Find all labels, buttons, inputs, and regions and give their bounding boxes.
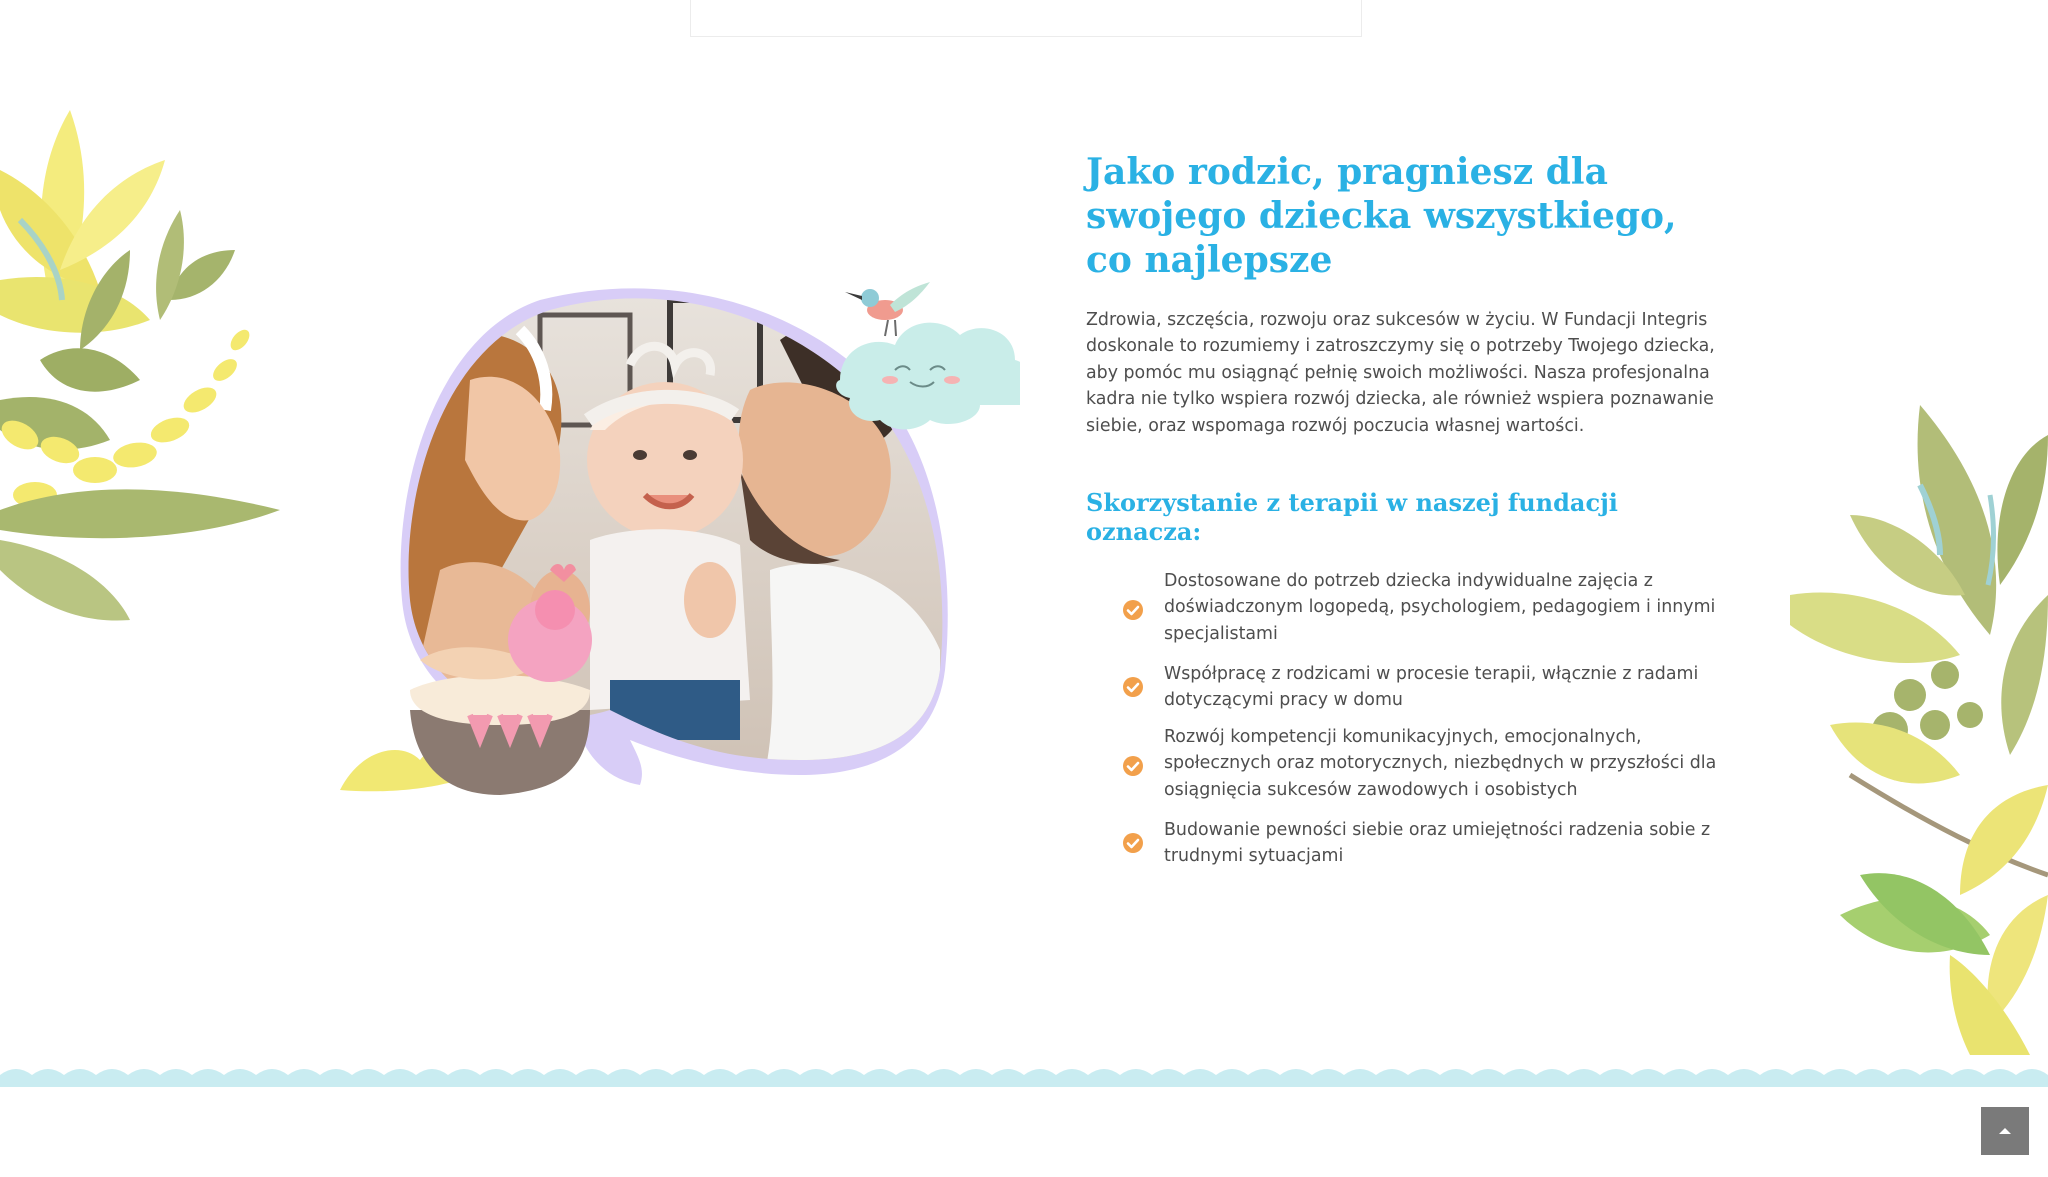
benefit-text: Dostosowane do potrzeb dziecka indywidualne zajęcia z doświadczonym logopedą, psychologiem, pedagogiem i innymi specjalistami [1164, 571, 1716, 644]
benefit-text: Współpracę z rodzicami w procesie terapii, włącznie z radami dotyczącymi pracy w domu [1164, 664, 1699, 711]
top-content-box [690, 0, 1362, 37]
intro-paragraph: Zdrowia, szczęścia, rozwoju oraz sukcesów w życiu. W Fundacji Integris doskonale to rozumiemy i zatroszczymy się o potrzeby Twojego dziecka, aby pomóc mu osiągnąć pełnię swoich możliwości. Nasza profesjonalna kadra nie tylko wspiera rozwój dziecka, ale również wspiera poznawanie siebie, oraz wspomaga rozwój poczucia własnej wartości. [1086, 310, 1715, 436]
benefit-text: Rozwój kompetencji komunikacyjnych, emocjonalnych, społecznych oraz motorycznych, niezbędnych w przyszłości dla osiągnięcia sukcesów zawodowych i osobistych [1164, 727, 1717, 800]
decorative-leaves-right [1790, 395, 2048, 1055]
check-circle-icon [1123, 833, 1143, 853]
chevron-up-icon [1981, 1107, 2029, 1155]
section-heading: Jako rodzic, pragniesz dla swojego dziecka wszystkiego, co najlepsze [1086, 151, 1677, 281]
back-to-top-button[interactable] [1981, 1107, 2029, 1155]
family-photo-illustration [340, 270, 1020, 810]
check-circle-icon [1123, 756, 1143, 776]
cloud-illustration [836, 323, 1020, 430]
decorative-leaves-left [0, 100, 290, 640]
wave-divider [0, 1063, 2048, 1087]
check-circle-icon [1123, 600, 1143, 620]
check-circle-icon [1123, 677, 1143, 697]
benefit-text: Budowanie pewności siebie oraz umiejętności radzenia sobie z trudnymi sytuacjami [1164, 820, 1711, 867]
therapy-benefits-heading: Skorzystanie z terapii w naszej fundacji oznacza: [1086, 488, 1618, 546]
